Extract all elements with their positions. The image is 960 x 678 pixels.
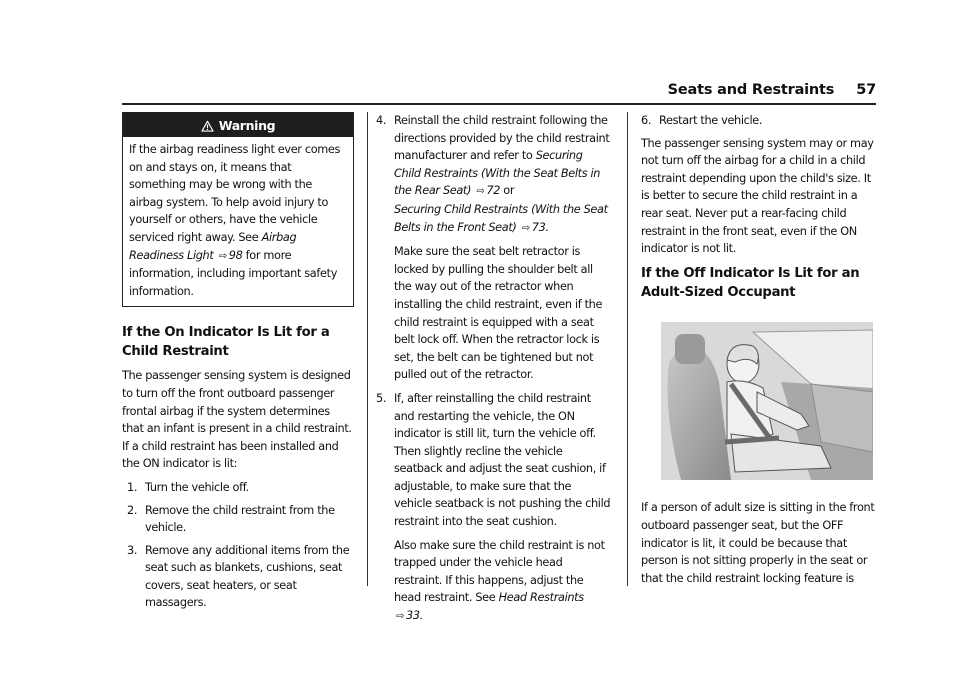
section-intro: The passenger sensing system is designed to turn off the front outboard passenger frontal airbag if the system determines that an infant is present in a child restraint. If a child restraint has been installed and the ON indicator is lit: [122,369,352,471]
step-number: 3. [127,543,138,557]
steps-list [127,479,354,612]
paragraph: If a person of adult size is sitting in the front outboard passenger seat, but the OFF indicator is lit, it could be because that person is not sitting properly in the seat or that the child restraint locking feature is [641,501,875,585]
reference-link-front-seat[interactable]: Securing Child Restraints (With the Seat Belts in the Front Seat) [394,202,608,234]
warning-reference-page[interactable]: 98 [228,248,243,262]
steps-list-continued [376,112,611,626]
page-header [122,82,876,104]
header-text [668,82,876,98]
list-item [376,112,611,384]
list-item [641,112,877,130]
column-2 [376,112,611,632]
warning-title: Warning [218,118,276,133]
reference-page[interactable]: 72 [486,184,501,198]
warning-box [122,112,354,307]
page-reference-arrow-icon: ⇨ [218,250,227,262]
column-3 [641,112,877,593]
step-text: If, after reinstalling the child restraint and restarting the vehicle, the ON indicator is still lit, turn the vehicle off. Then slightly recline the vehicle seatback and adjust the seat cushion, if adjustable, to make sure that the vehicle seatback is not pushing the child restraint into the seat cushion. [394,391,611,529]
punctuation: . [419,609,423,623]
step-number: 1. [127,480,138,494]
page-reference-arrow-icon: ⇨ [396,611,405,623]
reference-page[interactable]: 73 [531,220,546,234]
warning-text-cont: for more information, including important safety information. [129,248,338,298]
or-text: or [503,184,515,198]
step-text: Remove the child restraint from the vehicle. [145,503,335,535]
step-number: 5. [376,391,387,405]
reference-link-head-restraints[interactable]: Head Restraints [498,591,584,605]
step-text: Remove any additional items from the seat such as blankets, cushions, seat covers, seat heaters, or seat massagers. [145,543,350,610]
step-paragraph: Also make sure the child restraint is not trapped under the vehicle head restraint. If this happens, adjust the head restraint. See [394,538,605,605]
list-item [127,542,354,612]
steps-list-final [641,112,877,130]
list-item [127,502,354,537]
warning-text: If the airbag readiness light ever comes on and stays on, it means that something may be wrong with the airbag system. To help avoid injury to yourself or others, have the vehicle serviced right away. See [129,143,341,244]
warning-body [123,137,353,306]
step-text: Turn the vehicle off. [145,480,249,494]
warning-triangle-icon [201,120,214,133]
paragraph: The passenger sensing system may or may not turn off the airbag for a child in a child restraint depending upon the child's size. It is better to secure the child restraint in a rear seat. Never put a rear-facing child restraint in the front seat, even if the ON indicator is not lit. [641,136,874,256]
step-paragraph: Make sure the seat belt retractor is locked by pulling the shoulder belt all the way out of the retractor when installing the child restraint, even if the child restraint is equipped with a seat belt lock off. When the retractor lock is set, the belt can be tightened but not pulled out of the retractor. [394,245,603,382]
page-reference-arrow-icon: ⇨ [521,222,530,234]
section-title: Seats and Restraints [667,82,835,98]
step-number: 2. [127,503,138,517]
warning-reference-link[interactable]: Airbag Readiness Light [129,230,297,262]
page-number: 57 [856,82,876,98]
page-reference-arrow-icon: ⇨ [476,186,485,198]
column-divider-2 [627,112,628,586]
warning-header [123,113,353,137]
step-text: Restart the vehicle. [659,114,763,127]
column-divider-1 [367,112,368,586]
reference-link-rear-seat[interactable]: Securing Child Restraints (With the Seat Belts in the Rear Seat) [394,149,601,198]
column-1 [122,112,354,617]
header-divider [122,103,876,105]
list-item [376,390,611,626]
section-heading-off-indicator: If the Off Indicator Is Lit for an Adult-Sized Occupant [641,265,860,300]
adult-occupant-illustration [661,322,873,480]
reference-page[interactable]: 33 [406,609,420,623]
punctuation: . [545,220,549,234]
list-item [127,479,354,497]
step-number: 6. [641,114,652,127]
section-heading-on-indicator: If the On Indicator Is Lit for a Child Restraint [122,325,330,360]
step-number: 4. [376,114,387,127]
step-text: Reinstall the child restraint following the directions provided by the child restraint manufacturer and refer to [394,114,610,163]
